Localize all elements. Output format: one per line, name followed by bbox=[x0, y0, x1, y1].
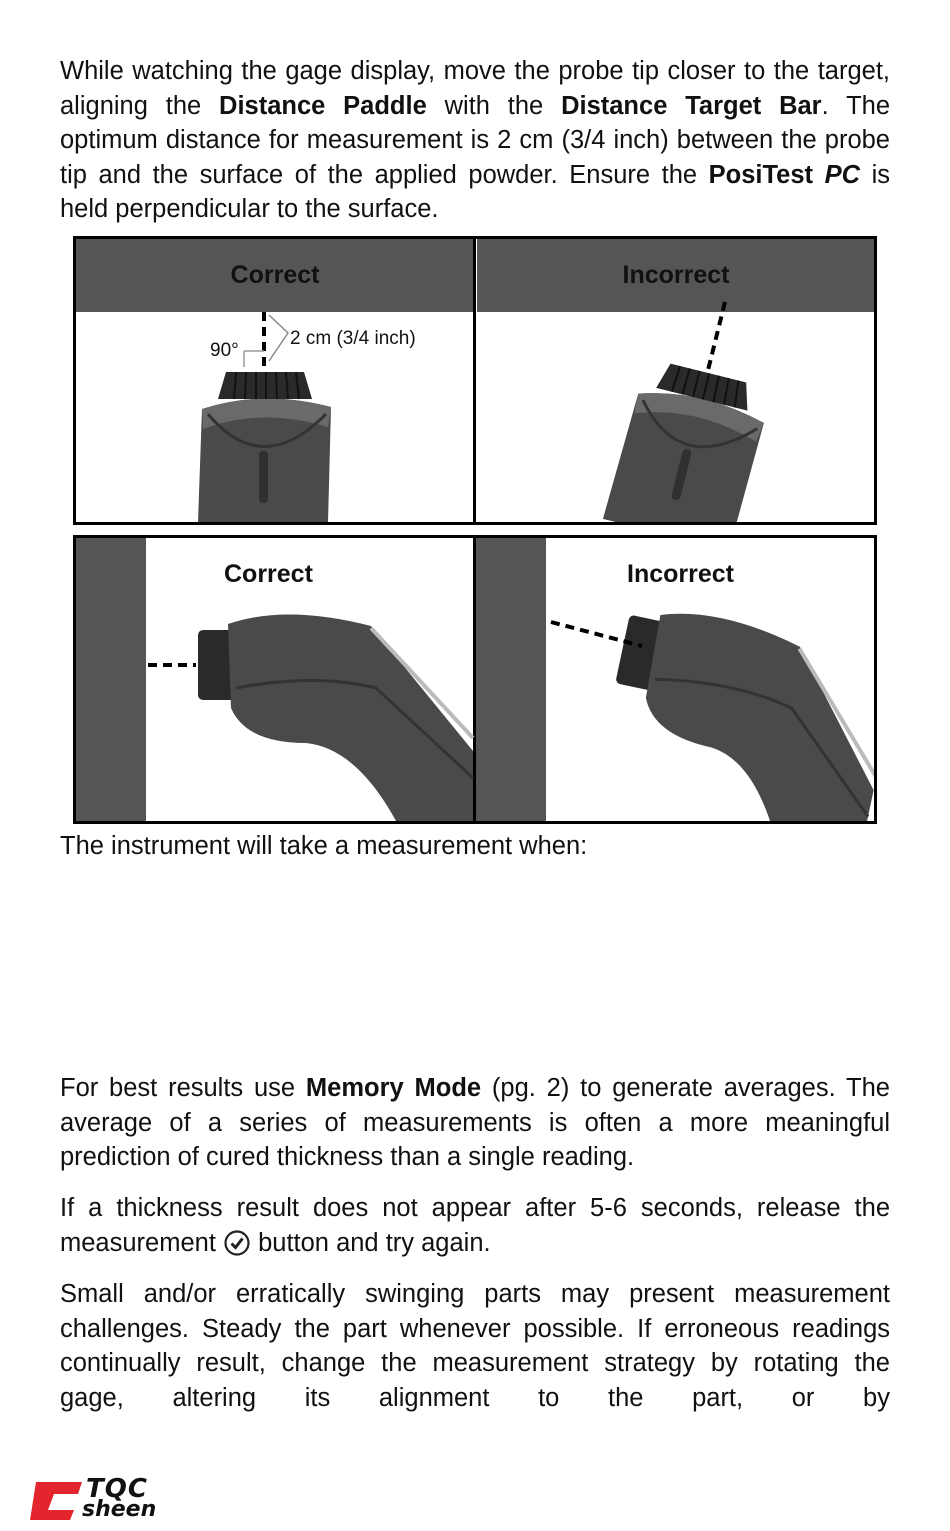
incorrect-header: Incorrect bbox=[477, 239, 875, 312]
probe-side-illustration bbox=[76, 538, 874, 821]
measure-when-text: The instrument will take a measurement when: bbox=[60, 832, 588, 860]
logo-line1: TQC bbox=[86, 1474, 148, 1504]
gage-correct-side bbox=[148, 614, 473, 821]
target-surface-incorrect bbox=[474, 538, 546, 821]
logo-line2: sheen bbox=[82, 1497, 157, 1522]
intro-paragraph: While watching the gage display, move the probe tip closer to the target, aligning the Distance Paddle with the Distance Target Bar. The optimum distance for measurement is 2 cm (3/4 inch) between the probe tip and the surface of the applied powder. Ensure the PosiTest PC is held perpendicular to the surface. bbox=[60, 57, 891, 223]
check-circle-icon bbox=[223, 1229, 251, 1257]
retry-paragraph: If a thickness result does not appear after 5-6 seconds, release the measurement button and try again. bbox=[60, 1194, 890, 1257]
side-correct-label: Correct bbox=[224, 560, 313, 588]
positest-term: PosiTest bbox=[708, 160, 814, 189]
top-view-figure bbox=[73, 236, 877, 525]
angle-label: 90° bbox=[210, 340, 239, 361]
gage-incorrect-side bbox=[587, 599, 874, 821]
pc-term: PC bbox=[824, 160, 861, 189]
correct-header: Correct bbox=[76, 239, 474, 312]
probe-top-illustration bbox=[76, 239, 874, 522]
target-surface-correct bbox=[76, 538, 146, 821]
distance-label: 2 cm (3/4 inch) bbox=[290, 328, 416, 349]
memory-mode-paragraph: For best results use Memory Mode (pg. 2) to generate averages. The average of a series of measurements is often a more meaningful prediction of cured thickness than a single reading. bbox=[60, 1074, 890, 1171]
side-incorrect-label: Incorrect bbox=[627, 560, 734, 588]
side-view-figure bbox=[73, 535, 877, 824]
memory-mode-term: Memory Mode bbox=[305, 1074, 482, 1102]
small-parts-paragraph: Small and/or erratically swinging parts may present measurement challenges. Steady the part whenever possible. If erroneous readings continually result, change the measurement strategy by rotating the gage, altering its alignment to the part, or by bbox=[60, 1280, 890, 1412]
distance-target-bar-term: Distance Target Bar bbox=[561, 91, 822, 120]
distance-paddle-term: Distance Paddle bbox=[219, 91, 427, 120]
gage-incorrect-top bbox=[603, 286, 790, 522]
tqc-sheen-logo bbox=[26, 1474, 176, 1524]
